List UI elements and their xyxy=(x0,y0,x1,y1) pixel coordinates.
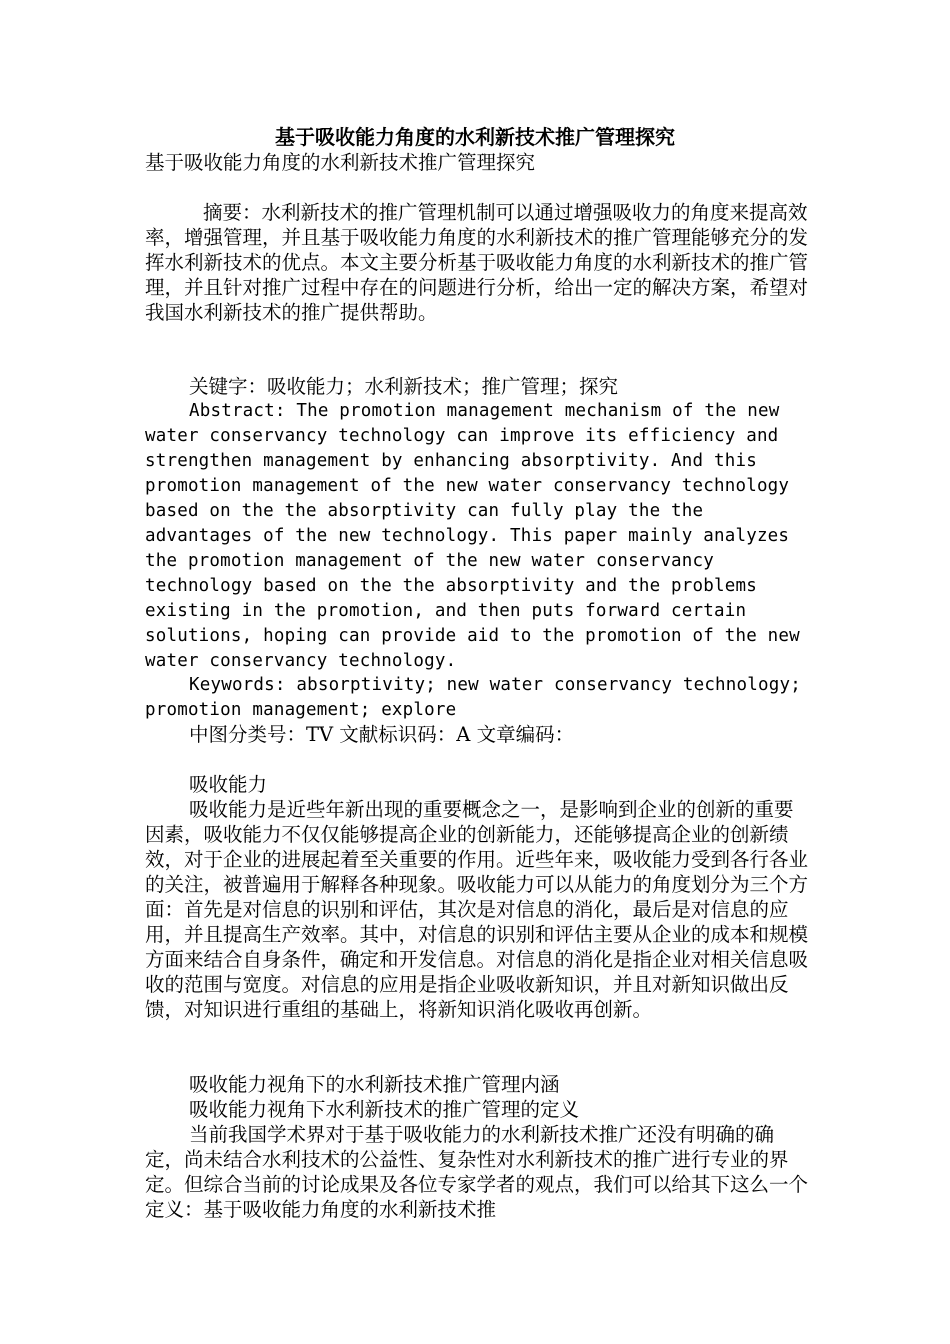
section-body-definition: 当前我国学术界对于基于吸收能力的水利新技术推广还没有明确的确定，尚未结合水利技术的公益性、复杂性对水利新技术的推广进行专业的界定。但综合当前的讨论成果及各位专家学者的观点，我们可以给其下这么一个定义：基于吸收能力角度的水利新技术推 xyxy=(145,1123,809,1221)
section-heading-connotation: 吸收能力视角下的水利新技术推广管理内涵 xyxy=(189,1073,560,1096)
keywords-english: Keywords: absorptivity; new water conservancy technology; promotion management; explore xyxy=(145,675,801,720)
abstract-english: Abstract: The promotion management mechanism of the new water conservancy technology can improve its efficiency and strengthen management by enhancing absorptivity. And this promotion management of the new water conservancy technology based on the the absorptivity can fully play the the advantages of the new technology. This paper mainly analyzes the promotion management of the new water conservancy technology based on the the absorptivity and the problems existing in the promotion, and then puts forward certain solutions, hoping can provide aid to the promotion of the new water conservancy technology. xyxy=(145,401,800,671)
abstract-chinese: 摘要：水利新技术的推广管理机制可以通过增强吸收力的角度来提高效率，增强管理，并且基于吸收能力角度的水利新技术的推广管理能够充分的发挥水利新技术的优点。本文主要分析基于吸收能力角度的水利新技术的推广管理，并且针对推广过程中存在的问题进行分析，给出一定的解决方案，希望对我国水利新技术的推广提供帮助。 xyxy=(145,201,809,324)
section-heading-absorptive-capacity: 吸收能力 xyxy=(189,773,268,796)
document-subtitle: 基于吸收能力角度的水利新技术推广管理探究 xyxy=(145,151,536,174)
classification-line: 中图分类号：TV 文献标识码：A 文章编码： xyxy=(189,723,575,746)
keywords-chinese: 关键字：吸收能力；水利新技术；推广管理；探究 xyxy=(189,375,619,398)
document-title: 基于吸收能力角度的水利新技术推广管理探究 xyxy=(275,125,675,149)
section-body-absorptive-capacity: 吸收能力是近些年新出现的重要概念之一，是影响到企业的创新的重要因素，吸收能力不仅仅能够提高企业的创新能力，还能够提高企业的创新绩效，对于企业的进展起着至关重要的作用。近些年来，吸收能力受到各行各业的关注，被普遍用于解释各种现象。吸收能力可以从能力的角度划分为三个方面：首先是对信息的识别和评估，其次是对信息的消化，最后是对信息的应用，并且提高生产效率。其中，对信息的识别和评估主要从企业的成本和规模方面来结合自身条件，确定和开发信息。对信息的消化是指企业对相关信息吸收的范围与宽度。对信息的应用是指企业吸收新知识，并且对新知识做出反馈，对知识进行重组的基础上，将新知识消化吸收再创新。 xyxy=(145,798,809,1021)
subsection-heading-definition: 吸收能力视角下水利新技术的推广管理的定义 xyxy=(189,1098,580,1121)
